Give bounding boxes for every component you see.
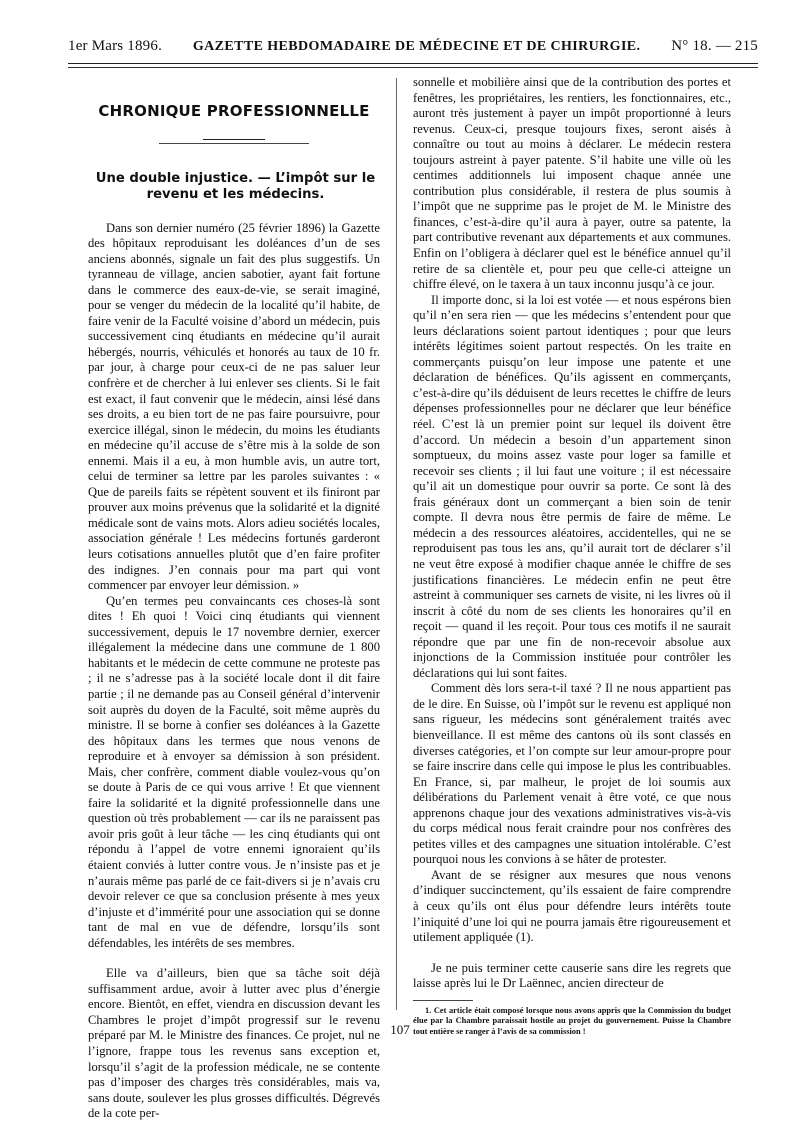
ornament-rule — [203, 139, 265, 140]
paragraph: Qu’en termes peu convaincants ces choses-là sont dites ! Eh quoi ! Voici cinq étudiants qui viennent successivement, depuis le 17 novembre dernier, exercer illégalement la médecine dans une commune de 1 800 habitants et le médecin de cette commune ne proteste pas ; il ne s’adresse pas à la société locale dont il dit faire partie ; il ne demande pas au Conseil général d’intervenir soit auprès du doyen de la Faculté, soit même auprès du ministre. Il se borne à confier ses doléances à la Gazette des hôpitaux dans les termes que nous venons de reproduire et à envoyer sa démission à son président. Mais, cher confrère, comment diable voulez-vous qu’on se doute à Paris de ce qui vous arrive ! Et que viennent faire la solidarité et la dignité professionnelle dans une question où très probablement — car ils ne paraissent pas avoir pris goût à leur tâche — les cinq étudiants qui ont répondu à l’appel de votre ennemi ignoraient qu’ils étaient conviés à lutter contre vous. Je n’insiste pas et je n’aurais même pas parlé de ce fait-divers si je n’avais cru devoir relever ce que sa conclusion présente à mes yeux d’injuste et d’immérité pour une association qui se donne tant de mal en vue de défendre, lorsqu’ils sont défendables, les intérêts de ses membres. — [88, 593, 380, 950]
article-title: Une double injustice. — L’impôt sur le revenu et les médecins. — [95, 170, 376, 202]
right-column — [413, 75, 731, 1037]
paragraph: sonnelle et mobilière ainsi que de la contribution des portes et fenêtres, les propriétaires, les rentiers, les fonctionnaires, etc., auront très justement à payer un impôt proportionné à leurs revenus. Ceux-ci, presque toujours fixes, seront aisés à connaître ou tout au moins à déclarer. Le médecin restera toujours astreint à payer patente. S’il habite une ville où les centimes additionnels lui imposent chaque année une contribution plus considérable, il restera de plus soumis à l’impôt que ne supprime pas le projet de M. le Ministre des finances, c’est-à-dire qu’il aura à payer, outre sa patente, la part contributive revenant aux départements et aux communes. Enfin on l’obligera à déclarer quel est le bénéfice annuel qu’il retire de sa clientèle et, pour peu que celle-ci atteigne un chiffre élevé, on le taxera à un taux inconnu jusqu’à ce jour. — [413, 75, 731, 292]
paragraph-gap — [88, 951, 380, 966]
column-divider — [396, 78, 397, 1010]
paragraph: Il importe donc, si la loi est votée — et nous espérons bien qu’il n’en sera rien — que les médecins s’entendent pour que leurs déclarations soient partout identiques ; pour que leurs intérêts légitimes soient partout respectés. On les traite en commerçants puisqu’on leur impose une patente et une déclaration de bénéfices. Qu’ils agissent en commerçants, c’est-à-dire qu’ils déduisent de leurs recettes le chiffre de leurs dépenses professionnelles pour ne déclarer que leur bénéfice réel. C’est là un premier point sur lequel ils doivent être d’accord. Un médecin a besoin d’un appartement sinon somptueux, du moins assez vaste pour loger sa famille et recevoir ses clients ; il lui faut une voiture ; il est nécessaire qu’il ait un domestique pour ouvrir sa porte. Ce sont là des frais généraux dont un commerçant a bien soin de tenir compte. Il devra nous être permis de faire de même. Le médecin a des ressources aléatoires, accidentelles, qui ne se reproduisent pas tous les ans, qu’il aurait tort de déclarer s’il ne veut être exposé à modifier chaque année le chiffre de ses justifications financières. Le médecin enfin ne peut être astreint à communiquer ses carnets de visite, ni les livres où il inscrit à côté du nom de ses clients les honoraires qu’il en reçoit — quand il les reçoit. Pour tous ces motifs il ne saurait répondre que par une fin de non-recevoir absolue aux injonctions de la Commission instituée pour contrôler les déclarations qui lui sont faites. — [413, 292, 731, 680]
header-rule-thin — [68, 67, 758, 68]
paragraph: Avant de se résigner aux mesures que nous venons d’indiquer succinctement, qu’ils essaient de faire comprendre à ceux qu’ils ont élus pour défendre leurs intérêts toute l’iniquité d’une loi qui ne pourra jamais être rigoureusement et utilement appliquée (1). — [413, 867, 731, 945]
paragraph: Elle va d’ailleurs, bien que sa tâche soit déjà suffisamment ardue, avoir à lutter avec plus d’énergie encore. Bientôt, en effet, viendra en discussion devant les Chambres le projet d’impôt progressif sur le revenu préparé par M. le Ministre des finances. Ce projet, nul ne l’ignore, frappe tous les revenus sans exception et, lorsqu’il s’agit de la profession médicale, ne se contente pas d’imposer des charges très considérables, mais va, sans doute, soulever les plus grosses difficultés. Dégrevés de la cote per- — [88, 966, 380, 1121]
running-header — [68, 38, 758, 58]
ornament-rule-long — [159, 143, 309, 144]
paragraph: Comment dès lors sera-t-il taxé ? Il ne nous appartient pas de le dire. En Suisse, où l’impôt sur le revenu est appliqué non sans rigueur, les médecins sont généralement traités avec bienveillance. Il est même des cantons où ils sont classés en diverses catégories, et l’on compte sur leur amour-propre pour se faire inscrire dans celle qui impose le plus les contribuables. En France, si, par malheur, le projet de loi soumis aux délibérations du Parlement venait à être voté, ce que nous apprenons chaque jour des vexations administratives vis-à-vis du corps médical nous ferait craindre pour nos confrères des petites villes et des campagnes une situation intolérable. C’est pourquoi nous les convions à se hâter de protester. — [413, 681, 731, 867]
paragraph: Dans son dernier numéro (25 février 1896) la Gazette des hôpitaux reproduisant les doléances d’un de ses anciens abonnés, signale un fait des plus suggestifs. Un tyranneau de village, ancien sabotier, ayant fait fortune dans le commerce des eaux-de-vie, se serait imaginé, pour se venger du médecin de la localité qu’il habite, de faire venir de la Faculté voisine d’abord un médecin, puis successivement cinq étudiants en médecine qu’il aurait hébergés, nourris, véhiculés et honorés au taux de 10 fr. par jour, à charge pour ceux-ci de ne pas saluer leur confrère et de chercher à lui enlever ses clients. Si le fait est exact, il faut convenir que le médecin, ainsi lésé dans ses droits, a eu bien tort de ne pas faire poursuivre, pour exercice illégal, sinon le médecin, du moins les étudiants en médecine qu’il accuse de s’être mis à la solde de son ennemi. Mais il a eu, à mon humble avis, un autre tort, celui de terminer sa lettre par les paroles suivantes : « Que de pareils faits se répètent souvent et ils finiront par prouver aux moins prévenus que la solidarité et la dignité médicale sont de vains mots. Alors adieu sociétés locales, association générale ! Les médecins fortunés garderont leurs cotisations annuelles plutôt que d’en faire profiter des indignes. J’en connais pour ma part qui vont commencer par envoyer leur démission. » — [88, 220, 380, 593]
paragraph-gap — [413, 946, 731, 961]
left-column — [88, 75, 380, 1122]
header-date: 1er Mars 1896. — [68, 38, 163, 54]
footnote: 1. Cet article était composé lorsque nous avons appris que la Commission du budget élue par la Chambre paraissait hostile au projet du gouvernement. Puisse la Chambre tout entière se ranger à l’avis de sa commission ! — [413, 1005, 731, 1036]
page-number: 107 — [390, 1022, 410, 1037]
header-journal-title: GAZETTE HEBDOMADAIRE DE MÉDECINE ET DE CHIRURGIE. — [192, 39, 641, 54]
header-issue-page: N° 18. — 215 — [671, 38, 758, 54]
header-rule — [68, 63, 758, 64]
paragraph: Je ne puis terminer cette causerie sans dire les regrets que laisse après lui le Dr Laënnec, ancien directeur de — [413, 960, 731, 991]
section-title: CHRONIQUE PROFESSIONNELLE — [98, 102, 370, 120]
footnote-rule — [413, 1000, 473, 1001]
